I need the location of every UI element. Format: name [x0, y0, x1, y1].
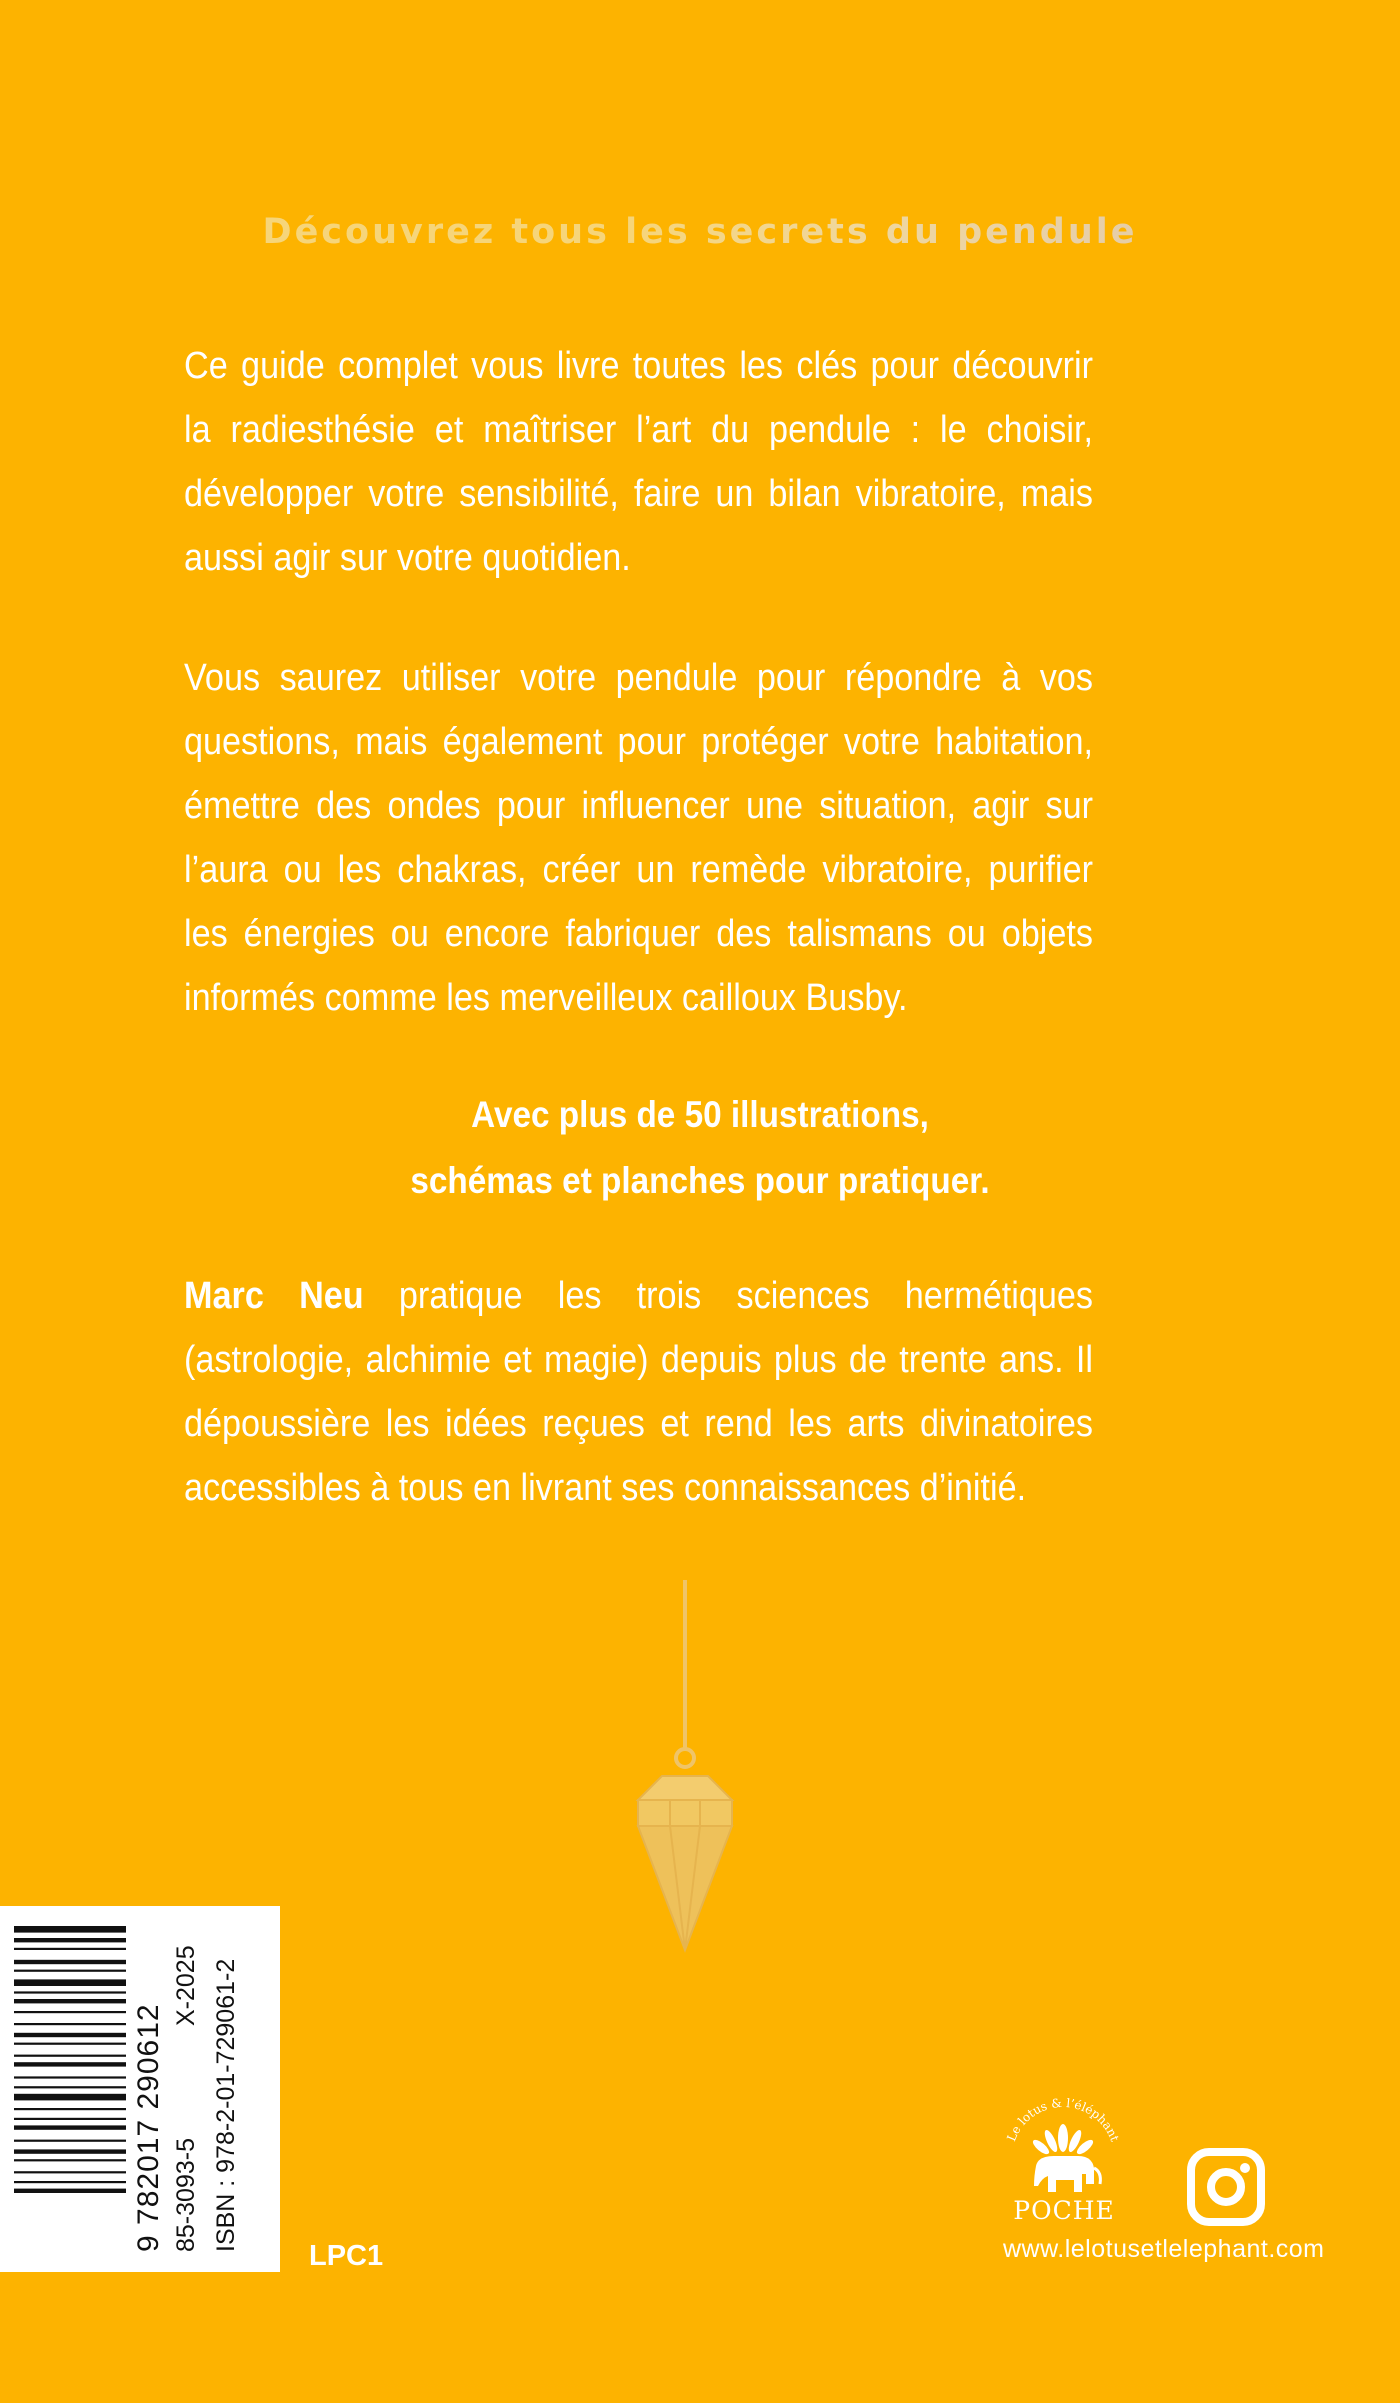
barcode-bar [14, 2062, 126, 2066]
barcode-bar [14, 2118, 126, 2120]
barcode-bar [14, 2043, 126, 2045]
author-name: Marc Neu [184, 1275, 364, 1317]
description-text-2: Vous saurez utiliser votre pendule pour répondre à vos questions, mais également pour protéger votre habitation, émettre des ondes pour influencer une situation, agir sur l’aura ou les chakras, créer un remède vibratoire, purifier les énergies ou encore fabriquer des talismans ou objets informés comme les merveilleux cailloux Busby. [184, 657, 1093, 1019]
barcode-bar [14, 2159, 126, 2161]
barcode-bar [14, 2108, 126, 2110]
author-bio-text [184, 1264, 1093, 1520]
barcode-bar [14, 1948, 126, 1950]
highlight-line-1: Avec plus de 50 illustrations, [471, 1094, 929, 1135]
author-bio-body: pratique les trois sciences hermétiques (astrologie, alchimie et magie) depuis plus de trente ans. Il dépoussière les idées reçues et rend les arts divinatoires accessibles à tous en livrant ses connaissances d’initié. [184, 1275, 1093, 1509]
logo-arc-text: Le lotus & l’éléphant [1004, 2095, 1122, 2144]
instagram-icon[interactable] [1187, 2148, 1265, 2226]
edition-code: X-2025 [172, 1945, 200, 2026]
product-code: 85-3093-5 [172, 2138, 200, 2252]
illustrations-highlight [0, 1082, 1400, 1214]
lpc-code: LPC1 [309, 2240, 384, 2272]
barcode-bar [14, 2181, 126, 2183]
publisher-website[interactable]: www.lelotusetlelephant.com [1003, 2235, 1325, 2263]
description-paragraph-2 [184, 646, 1093, 1030]
back-cover-headline: Découvrez tous les secrets du pendule [0, 212, 1400, 252]
barcode-bar [14, 1960, 126, 1964]
barcode-bar [14, 2011, 126, 2013]
barcode-bar [14, 1926, 126, 1933]
barcode-icon [14, 1926, 126, 2252]
barcode-bar [14, 2086, 126, 2088]
pendulum-icon [610, 1580, 760, 1960]
barcode-bar [14, 2094, 126, 2101]
barcode-bar [14, 2171, 126, 2173]
barcode-bar [14, 2023, 126, 2025]
barcode-bar [14, 2140, 126, 2142]
barcode-bar [14, 2189, 126, 2193]
barcode-bar [14, 1970, 126, 1972]
barcode-bar [14, 2149, 126, 2153]
barcode-digits: 9 782017 290612 [132, 2003, 165, 2252]
barcode-bar [14, 1938, 126, 1942]
barcode-bar [14, 2033, 126, 2037]
highlight-line-2: schémas et planches pour pratiquer. [410, 1160, 990, 1201]
barcode-block [0, 1906, 280, 2272]
barcode-bar [14, 1999, 126, 2003]
collection-name: POCHE [1013, 2196, 1115, 2225]
barcode-bar [14, 2055, 126, 2057]
description-paragraph-1 [184, 334, 1093, 590]
barcode-bar [14, 2076, 126, 2078]
isbn-number: ISBN : 978-2-01-729061-2 [212, 1958, 240, 2252]
barcode-bar [14, 1979, 126, 1986]
barcode-bar [14, 2125, 126, 2129]
barcode-bar [14, 1991, 126, 1993]
author-bio [184, 1264, 1093, 1520]
description-text-1: Ce guide complet vous livre toutes les clés pour découvrir la radiesthésie et maîtriser l’art du pendule : le choisir, développer votre sensibilité, faire un bilan vibratoire, mais aussi agir sur votre quotidien. [184, 345, 1093, 579]
